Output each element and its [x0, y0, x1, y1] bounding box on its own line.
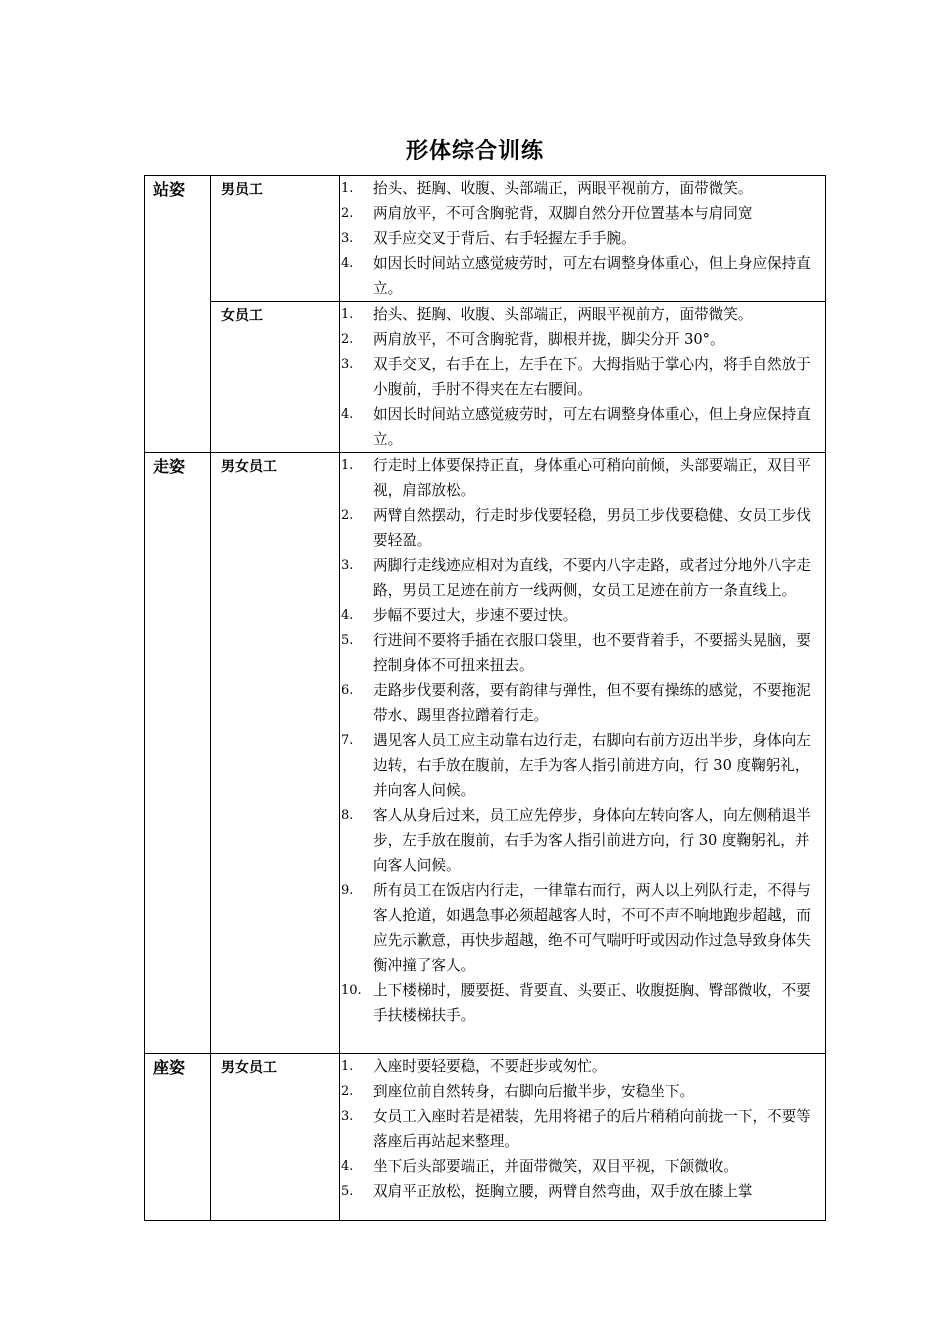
item-text: 如因长时间站立感觉疲劳时，可左右调整身体重心，但上身应保持直立。: [373, 255, 811, 297]
item-text: 两臂自然摆动，行走时步伐要轻稳，男员工步伐要稳健、女员工步伐要轻盈。: [373, 507, 811, 549]
staff-group-label: 男女员工: [211, 1054, 340, 1221]
posture-category: 走姿: [145, 453, 211, 1054]
rule-list: [340, 1054, 825, 1204]
list-item: [340, 453, 821, 503]
item-number: 1.: [341, 181, 354, 196]
item-number: 5.: [341, 1184, 354, 1199]
list-item: [340, 628, 821, 678]
list-item: [340, 503, 821, 553]
item-text: 双手应交叉于背后、右手轻握左手手腕。: [373, 230, 636, 247]
item-number: 3.: [341, 558, 354, 573]
item-text: 客人从身后过来，员工应先停步，身体向左转向客人，向左侧稍退半步，左手放在腹前，右手为客人指引前进方向，行 30 度鞠躬礼，并向客人问候。: [373, 807, 811, 874]
item-number: 1.: [341, 458, 354, 473]
item-number: 2.: [341, 206, 354, 221]
item-number: 8.: [341, 808, 354, 823]
item-number: 2.: [341, 508, 354, 523]
item-number: 2.: [341, 1084, 354, 1099]
list-item: [340, 226, 821, 251]
item-text: 行进间不要将手插在衣服口袋里，也不要背着手，不要摇头晃脑，要控制身体不可扭来扭去。: [373, 632, 811, 674]
rule-list-cell: [340, 453, 826, 1054]
item-number: 3.: [341, 357, 354, 372]
item-text: 入座时要轻要稳，不要赶步或匆忙。: [373, 1058, 607, 1075]
item-number: 6.: [341, 683, 354, 698]
item-text: 遇见客人员工应主动靠右边行走，右脚向右前方迈出半步，身体向左边转，右手放在腹前，左手为客人指引前进方向，行 30 度鞠躬礼，并向客人问候。: [373, 732, 811, 799]
item-number: 7.: [341, 733, 354, 748]
item-number: 4.: [341, 407, 354, 422]
list-item: [340, 302, 821, 327]
list-item: [340, 678, 821, 728]
list-item: [340, 1079, 821, 1104]
item-number: 4.: [341, 1159, 354, 1174]
rule-list-cell: [340, 176, 826, 302]
table-row: [145, 302, 826, 453]
staff-group-label: 女员工: [211, 302, 340, 453]
list-item: [340, 728, 821, 803]
list-item: [340, 402, 821, 452]
item-text: 两肩放平，不可含胸驼背，双脚自然分开位置基本与肩同宽: [373, 205, 753, 222]
staff-group-label: 男女员工: [211, 453, 340, 1054]
document-title: 形体综合训练: [405, 138, 544, 164]
table-row: [145, 453, 826, 1054]
list-item: [340, 878, 821, 978]
item-text: 走路步伐要利落，要有韵律与弹性，但不要有操练的感觉，不要拖泥带水、踢里沓拉蹭着行走。: [373, 682, 811, 724]
rule-list-cell: [340, 302, 826, 453]
list-item: [340, 1054, 821, 1079]
list-item: [340, 352, 821, 402]
list-item: [340, 327, 821, 352]
table-row: [145, 176, 826, 302]
item-text: 上下楼梯时，腰要挺、背要直、头要正、收腹挺胸、臀部微收，不要手扶楼梯扶手。: [373, 982, 811, 1024]
list-item: [340, 603, 821, 628]
item-text: 抬头、挺胸、收腹、头部端正，两眼平视前方，面带微笑。: [373, 180, 753, 197]
rule-list: [340, 176, 825, 301]
item-number: 9.: [341, 883, 354, 898]
item-text: 两肩放平，不可含胸驼背，脚根并拢，脚尖分开 30°。: [373, 331, 725, 348]
item-number: 10.: [341, 983, 362, 998]
item-text: 双肩平正放松，挺胸立腰，两臂自然弯曲，双手放在膝上掌: [373, 1183, 753, 1200]
rule-list: [340, 302, 825, 452]
item-text: 行走时上体要保持正直，身体重心可稍向前倾，头部要端正，双目平视，肩部放松。: [373, 457, 811, 499]
item-text: 如因长时间站立感觉疲劳时，可左右调整身体重心，但上身应保持直立。: [373, 406, 811, 448]
item-text: 双手交叉，右手在上，左手在下。大拇指贴于掌心内，将手自然放于小腹前，手肘不得夹在左右腰间。: [373, 356, 811, 398]
staff-group-label: 男员工: [211, 176, 340, 302]
list-item: [340, 1179, 821, 1204]
list-item: [340, 803, 821, 878]
list-item: [340, 251, 821, 301]
list-item: [340, 201, 821, 226]
item-text: 抬头、挺胸、收腹、头部端正，两眼平视前方，面带微笑。: [373, 306, 753, 323]
item-text: 坐下后头部要端正，并面带微笑，双目平视，下颌微收。: [373, 1158, 738, 1175]
item-text: 到座位前自然转身，右脚向后撤半步，安稳坐下。: [373, 1083, 695, 1100]
posture-table: [144, 175, 826, 1221]
list-item: [340, 1104, 821, 1154]
item-number: 3.: [341, 231, 354, 246]
item-number: 4.: [341, 256, 354, 271]
item-text: 女员工入座时若是裙装，先用将裙子的后片稍稍向前拢一下，不要等落座后再站起来整理。: [373, 1108, 811, 1150]
list-item: [340, 553, 821, 603]
item-text: 两脚行走线迹应相对为直线，不要内八字走路，或者过分地外八字走路，男员工足迹在前方一线两侧，女员工足迹在前方一条直线上。: [373, 557, 811, 599]
item-number: 1.: [341, 307, 354, 322]
list-item: [340, 176, 821, 201]
item-number: 3.: [341, 1109, 354, 1124]
item-text: 所有员工在饭店内行走，一律靠右而行，两人以上列队行走，不得与客人抢道，如遇急事必须超越客人时，不可不声不响地跑步超越，而应先示歉意，再快步超越，绝不可气喘吁吁或因动作过急导致身体失衡冲撞了客人。: [373, 882, 811, 974]
rule-list: [340, 453, 825, 1028]
rule-list-cell: [340, 1054, 826, 1221]
item-text: 步幅不要过大，步速不要过快。: [373, 607, 578, 624]
item-number: 4.: [341, 608, 354, 623]
item-number: 2.: [341, 332, 354, 347]
list-item: [340, 1154, 821, 1179]
item-number: 1.: [341, 1059, 354, 1074]
item-number: 5.: [341, 633, 354, 648]
posture-category: 站姿: [145, 176, 211, 453]
list-item: [340, 978, 821, 1028]
posture-category: 座姿: [145, 1054, 211, 1221]
table-body: [145, 176, 826, 1221]
table-row: [145, 1054, 826, 1221]
